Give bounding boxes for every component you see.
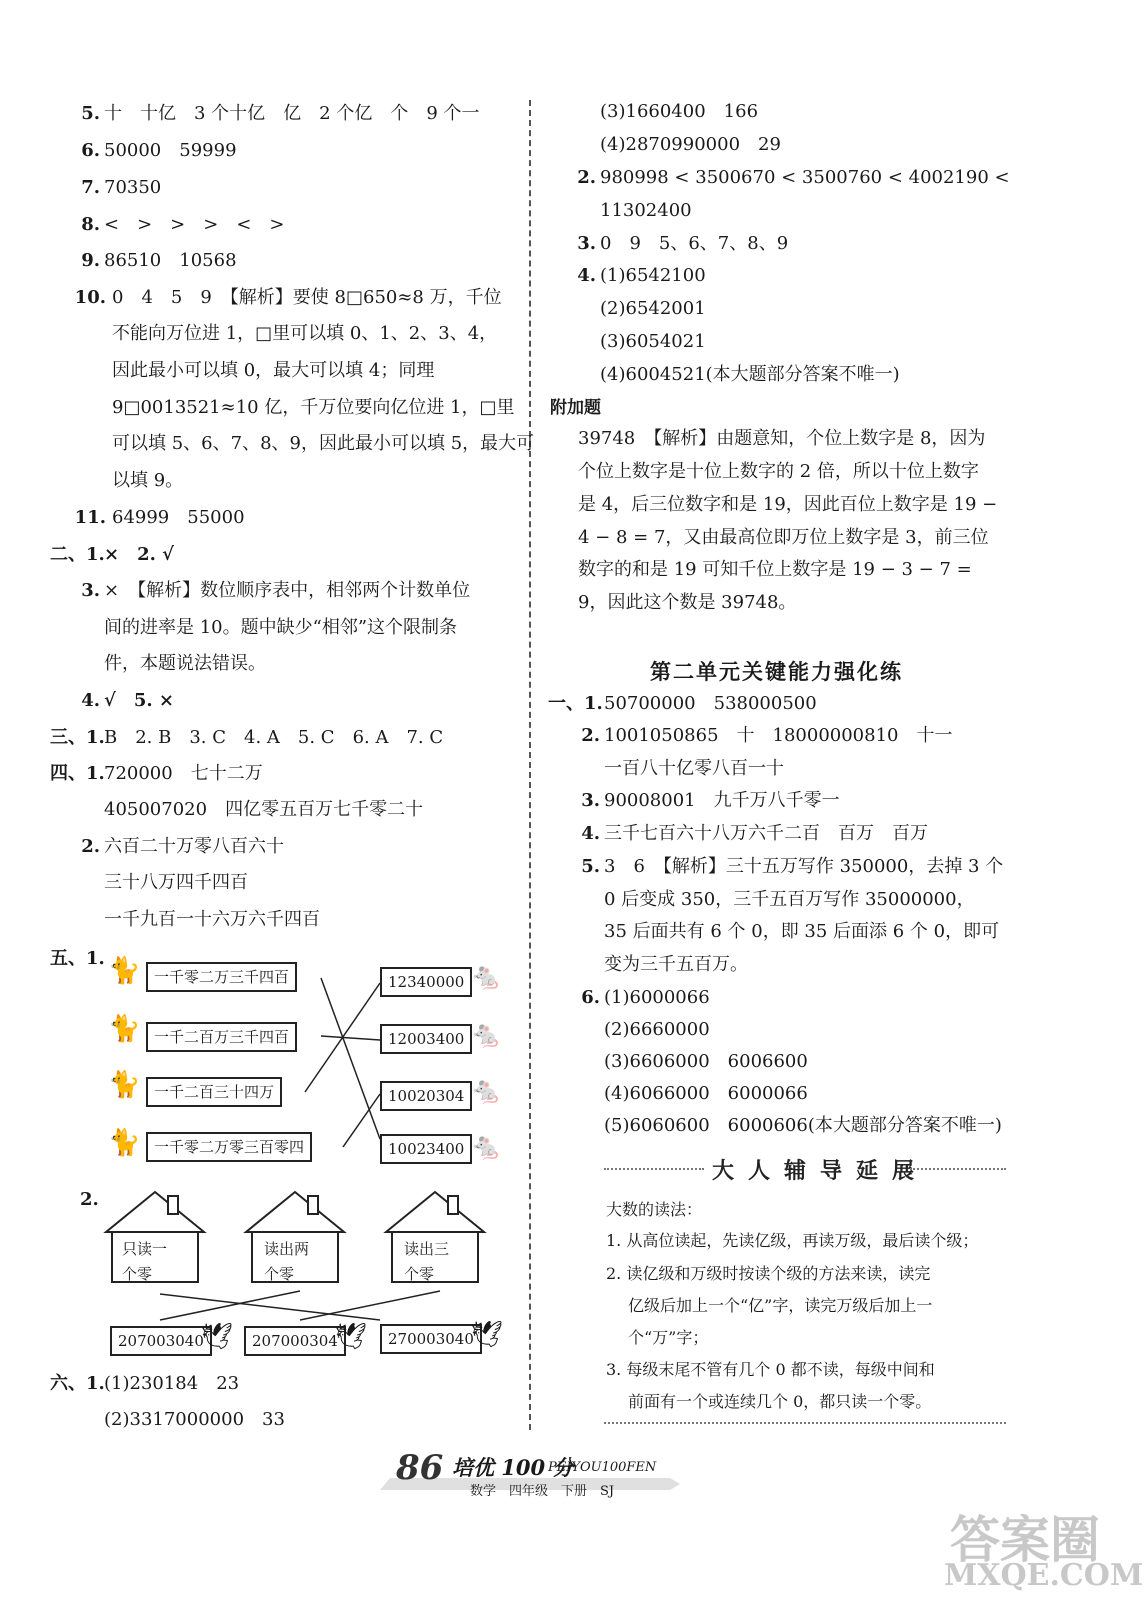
rq4-line4: (4)6004521(本大题部分答案不唯一): [600, 364, 900, 385]
extra-line4: 4 − 8 = 7，又由最高位即万位上数字是 3，前三位: [578, 527, 989, 548]
unit2-q6-line3: (3)6606000 6006600: [604, 1051, 808, 1072]
footer-subtitle: 数学 四年级 下册 SJ: [470, 1484, 615, 1499]
s2q3-line1: × 【解析】数位顺序表中，相邻两个计数单位: [104, 580, 471, 601]
ext-point2-line1: 2. 读亿级和万级时按读个级的方法来读，读完: [606, 1264, 931, 1283]
unit2-q6-num: 6.: [581, 987, 600, 1008]
unit2-q4-answer: 三千七百六十八万六千二百 百万 百万: [604, 823, 928, 844]
house-3-line2: 个零: [404, 1265, 435, 1283]
q5-answer: 十 十亿 3 个十亿 亿 2 个亿 个 9 个一: [104, 103, 480, 124]
unit2-q5-line2: 0 后变成 350，三千五百万写作 35000000，: [604, 889, 975, 910]
unit2-q6-line4: (4)6066000 6000066: [604, 1083, 808, 1104]
match-right-box-1: 12340000: [380, 967, 472, 997]
rq4-line1: (1)6542100: [600, 265, 706, 286]
bird-number-box-2: 207000304: [244, 1326, 346, 1356]
match-line-6: [160, 1291, 300, 1320]
ext-divider-left: [604, 1168, 704, 1170]
section2-label: 二、1.: [50, 544, 105, 565]
section5-label: 五、1.: [50, 948, 105, 969]
rq4-num: 4.: [577, 265, 596, 286]
unit2-q6-line2: (2)6660000: [604, 1019, 710, 1040]
bird-number-box-3: 270003040: [380, 1324, 482, 1354]
section6-line1: (1)230184 23: [104, 1373, 240, 1394]
extra-line5: 数字的和是 19 可知千位上数字是 19 − 3 − 7 =: [578, 559, 972, 580]
q8-answer: < > > > < >: [104, 214, 285, 235]
ext-point2-line2: 亿级后加上一个“亿”字，读完万级后加上一: [628, 1296, 933, 1315]
unit2-q5-line4: 变为三千五百万。: [604, 954, 748, 975]
extra-line1: 39748 【解析】由题意知，个位上数字是 8，因为: [578, 428, 986, 449]
section2-answers: × 2. √: [104, 544, 174, 565]
ext-point2-line3: 个“万”字；: [628, 1328, 709, 1347]
house-1-line2: 个零: [122, 1265, 153, 1283]
rq4-line3: (3)6054021: [600, 331, 706, 352]
mouse-icon: 🐁: [470, 1076, 503, 1106]
s2q3-line2: 间的进率是 10。题中缺少“相邻”这个限制条: [104, 617, 458, 638]
s4q2-line3: 一千九百一十六万六千四百: [104, 909, 320, 930]
q9-num: 9.: [81, 250, 100, 271]
unit2-q6-line1: (1)6000066: [604, 987, 710, 1008]
house-2-line1: 读出两: [264, 1240, 310, 1258]
ext-point3-line1: 3. 每级末尾不管有几个 0 都不读，每级中间和: [606, 1360, 935, 1379]
s2q4-num: 4.: [81, 690, 100, 711]
extra-line2: 个位上数字是十位上数字的 2 倍，所以十位上数字: [578, 461, 979, 482]
match-line-7: [300, 1291, 440, 1320]
unit2-q3-num: 3.: [581, 790, 600, 811]
extra-line3: 是 4，后三位数字和是 19，因此百位上数字是 19 −: [578, 494, 998, 515]
unit2-q6-line5: (5)6060600 6000606(本大题部分答案不唯一): [604, 1115, 1002, 1136]
q9-answer: 86510 10568: [104, 250, 237, 271]
q11-num: 11.: [74, 507, 106, 528]
section6-line2: (2)3317000000 33: [104, 1409, 285, 1430]
s4q2-line2: 三十八万四千四百: [104, 872, 248, 893]
s2q4-answer: √ 5. ×: [104, 690, 174, 711]
match-line-3: [305, 983, 380, 1092]
cat-icon: 🐈: [108, 1014, 141, 1044]
q11-answer: 64999 55000: [112, 507, 245, 528]
house-1-line1: 只读一: [122, 1240, 168, 1258]
q10-line6: 以填 9。: [112, 470, 184, 491]
q10-line1: 0 4 5 9 【解析】要使 8□650≈8 万，千位: [112, 287, 502, 308]
match-left-box-3: 一千二百三十四万: [146, 1077, 282, 1107]
section6-label: 六、1.: [50, 1373, 105, 1394]
section3-answers: B 2. B 3. C 4. A 5. C 6. A 7. C: [104, 727, 444, 748]
extra-line6: 9，因此这个数是 39748。: [578, 592, 797, 613]
page-number: 86: [396, 1448, 444, 1488]
s2q3-num: 3.: [81, 580, 100, 601]
brand-name: 培优 100 分: [452, 1455, 574, 1480]
match-line-4: [343, 1094, 380, 1147]
match-line-1: [321, 978, 380, 1139]
section4-line2: 405007020 四亿零五百万七千零二十: [104, 799, 424, 820]
q10-line2: 不能向万位进 1，□里可以填 0、1、2、3、4，: [112, 323, 498, 344]
rq2-line2: 11302400: [600, 200, 692, 221]
q10-num: 10.: [74, 287, 106, 308]
mouse-icon: 🐁: [470, 1132, 503, 1162]
bird-number-box-1: 207003040: [110, 1326, 212, 1356]
extra-question-label: 附加题: [550, 398, 601, 418]
match-left-box-4: 一千零二万零三百零四: [146, 1132, 312, 1162]
unit2-s1-answer: 50700000 538000500: [604, 693, 817, 714]
s4q2-line1: 六百二十万零八百六十: [104, 836, 284, 857]
ext-title: 大人辅导延展: [712, 1158, 929, 1184]
unit2-q2-line2: 一百八十亿零八百一十: [604, 758, 784, 779]
watermark-logo: 答案圈: [950, 1510, 1100, 1569]
match-right-box-4: 10023400: [380, 1134, 472, 1164]
unit2-q2-line1: 1001050865 十 18000000810 十一: [604, 725, 953, 746]
s5q2-num: 2.: [80, 1189, 99, 1210]
mouse-icon: 🐁: [470, 1020, 503, 1050]
q6-answer: 50000 59999: [104, 140, 237, 161]
bird-icon: 🕊: [200, 1322, 234, 1352]
q10-line3: 因此最小可以填 0，最大可以填 4；同理: [112, 360, 435, 381]
q8-num: 8.: [81, 214, 100, 235]
q10-line5: 可以填 5、6、7、8、9，因此最小可以填 5，最大可: [112, 433, 535, 454]
right-line-1: (3)1660400 166: [600, 101, 759, 122]
watermark-url: MXQE.COM: [944, 1558, 1144, 1593]
rq4-line2: (2)6542001: [600, 298, 706, 319]
right-line-2: (4)2870990000 29: [600, 134, 781, 155]
match-line-2: [321, 1036, 380, 1040]
cat-icon: 🐈: [108, 1070, 141, 1100]
unit2-q3-answer: 90008001 九千万八千零一: [604, 790, 840, 811]
section4-label: 四、1.: [50, 763, 105, 784]
match-right-box-2: 12003400: [380, 1024, 472, 1054]
q7-num: 7.: [81, 177, 100, 198]
bird-icon: 🕊: [470, 1320, 504, 1350]
match-right-box-3: 10020304: [380, 1081, 472, 1111]
bird-icon: 🕊: [334, 1322, 368, 1352]
cat-icon: 🐈: [108, 956, 141, 986]
ext-intro: 大数的读法：: [606, 1200, 703, 1219]
match-left-box-2: 一千二百万三千四百: [146, 1022, 297, 1052]
match-left-box-1: 一千零二万三千四百: [146, 962, 297, 992]
rq3-num: 3.: [577, 233, 596, 254]
unit2-q2-num: 2.: [581, 725, 600, 746]
rq3-answer: 0 9 5、6、7、8、9: [600, 233, 789, 254]
ext-point3-line2: 前面有一个或连续几个 0，都只读一个零。: [628, 1392, 932, 1411]
ext-divider-right: [910, 1168, 1006, 1170]
q7-answer: 70350: [104, 177, 162, 198]
q6-num: 6.: [81, 140, 100, 161]
unit2-q4-num: 4.: [581, 823, 600, 844]
house-2-line2: 个零: [264, 1265, 295, 1283]
unit2-s1-label: 一、1.: [548, 693, 603, 714]
s2q3-line3: 件，本题说法错误。: [104, 653, 266, 674]
mouse-icon: 🐁: [470, 962, 503, 992]
section3-label: 三、1.: [50, 727, 105, 748]
unit2-q5-line3: 35 后面共有 6 个 0，即 35 后面添 6 个 0，即可: [604, 921, 1000, 942]
s4q2-num: 2.: [81, 836, 100, 857]
q5-num: 5.: [81, 103, 100, 124]
rq2-line1: 980998 < 3500670 < 3500760 < 4002190 <: [600, 167, 1010, 188]
unit2-title: 第二单元关键能力强化练: [650, 659, 903, 684]
section4-line1: 720000 七十二万: [104, 763, 263, 784]
brand-name-en: PEIYOU100FEN: [548, 1460, 657, 1475]
unit2-q5-num: 5.: [581, 856, 600, 877]
house-3-line1: 读出三: [404, 1240, 450, 1258]
ext-bottom-divider: [604, 1422, 1006, 1424]
rq2-num: 2.: [577, 167, 596, 188]
ext-point1: 1. 从高位读起，先读亿级，再读万级，最后读个级；: [606, 1231, 979, 1250]
cat-icon: 🐈: [108, 1128, 141, 1158]
q10-line4: 9□0013521≈10 亿，千万位要向亿位进 1，□里: [112, 397, 515, 418]
unit2-q5-line1: 3 6 【解析】三十五万写作 350000，去掉 3 个: [604, 856, 1004, 877]
